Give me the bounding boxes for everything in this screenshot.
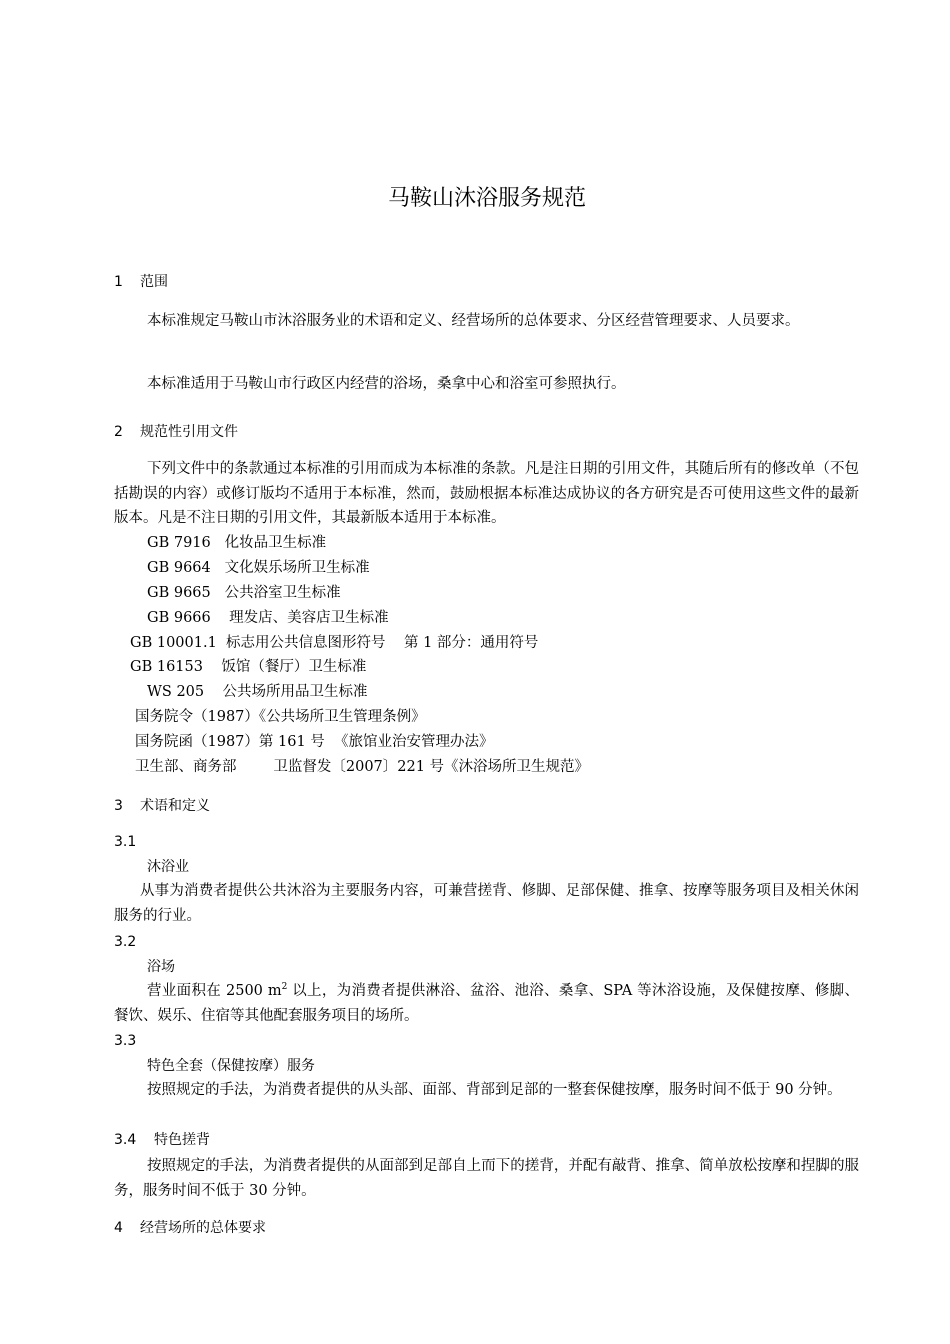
section-4-heading (114, 1217, 266, 1239)
term-name: 特色全套（保健按摩）服务 (147, 1058, 315, 1074)
reference-item: GB 9664 文化娱乐场所卫生标准 (147, 560, 370, 576)
clause-number: 3.3 (114, 1033, 137, 1049)
reference-item: 国务院令（1987）《公共场所卫生管理条例》 (135, 709, 426, 725)
reference-item: WS 205 公共场所用品卫生标准 (147, 684, 368, 700)
clause-number: 3.4 (114, 1132, 137, 1148)
section-title: 经营场所的总体要求 (140, 1220, 266, 1236)
section-2-heading (114, 421, 238, 443)
reference-item: GB 16153 饭馆（餐厅）卫生标准 (130, 659, 367, 675)
definition-text: 以上，为消费者提供淋浴、盆浴、池浴、桑拿、SPA 等沐浴设施，及保健按摩、修脚、餐饮、娱乐、住宿等其他配套服务项目的场所。 (114, 983, 859, 1024)
reference-item: 卫生部、商务部 卫监督发〔2007〕221 号《沐浴场所卫生规范》 (135, 759, 590, 775)
section-number: 3 (114, 798, 123, 814)
paragraph: 本标准适用于马鞍山市行政区内经营的浴场，桑拿中心和浴室可参照执行。 (147, 376, 626, 392)
section-number: 4 (114, 1220, 123, 1236)
section-title: 规范性引用文件 (140, 424, 238, 440)
reference-item: 国务院函（1987）第 161 号 《旅馆业治安管理办法》 (135, 734, 494, 750)
term-definition: 按照规定的手法，为消费者提供的从面部到足部自上而下的搓背，并配有敲背、推拿、简单放松按摩和捏脚的服务，服务时间不低于 30 分钟。 (114, 1158, 859, 1199)
reference-item: GB 10001.1 标志用公共信息图形符号 第 1 部分：通用符号 (130, 635, 539, 651)
paragraph: 下列文件中的条款通过本标准的引用而成为本标准的条款。凡是注日期的引用文件，其随后所有的修改单（不包括勘误的内容）或修订版均不适用于本标准，然而，鼓励根据本标准达成协议的各方研究是否可使用这些文件的最新版本。凡是不注日期的引用文件，其最新版本适用于本标准。 (114, 461, 859, 526)
term-definition: 从事为消费者提供公共沐浴为主要服务内容，可兼营搓背、修脚、足部保健、推拿、按摩等服务项目及相关休闲服务的行业。 (114, 883, 859, 924)
section-number: 2 (114, 424, 123, 440)
section-3-heading (114, 795, 210, 817)
paragraph: 本标准规定马鞍山市沐浴服务业的术语和定义、经营场所的总体要求、分区经营管理要求、人员要求。 (147, 313, 800, 329)
term-name: 特色搓背 (154, 1132, 210, 1148)
definition-text: 营业面积在 2500 m (147, 983, 282, 999)
clause-heading (114, 1129, 210, 1151)
clause-number: 3.1 (114, 834, 137, 850)
term-name: 沐浴业 (147, 859, 189, 875)
reference-item: GB 9665 公共浴室卫生标准 (147, 585, 341, 601)
reference-item: GB 9666 理发店、美容店卫生标准 (147, 610, 389, 626)
section-title: 范围 (140, 274, 168, 290)
term-definition (114, 979, 859, 1028)
clause-number: 3.2 (114, 934, 137, 950)
section-1-heading (114, 271, 168, 293)
superscript: 2 (281, 982, 288, 993)
document-title: 马鞍山沐浴服务规范 (387, 186, 586, 211)
section-title: 术语和定义 (140, 798, 210, 814)
reference-item: GB 7916 化妆品卫生标准 (147, 535, 327, 551)
term-name: 浴场 (147, 959, 175, 975)
section-number: 1 (114, 274, 123, 290)
term-definition: 按照规定的手法，为消费者提供的从头部、面部、背部到足部的一整套保健按摩，服务时间不低于 90 分钟。 (147, 1082, 842, 1098)
